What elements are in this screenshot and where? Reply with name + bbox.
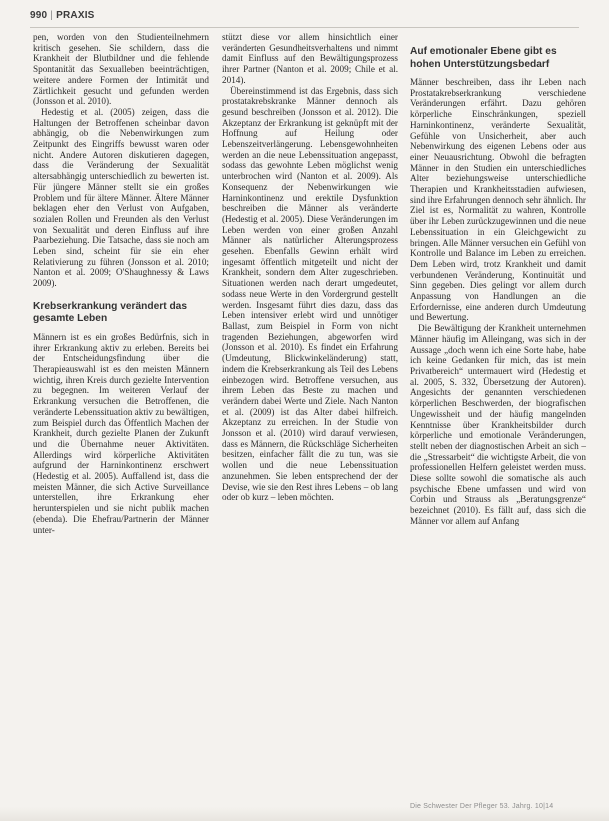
paragraph: Männer beschreiben, dass ihr Leben nach Prostatakrebserkrankung verschiedene Veränderungen erfährt. Dazu gehören körperliche Einschränkungen, speziell Harninkontinenz, veränderte Sexualität, Gefühle von Unsicherheit, aber auch Nebenwirkung des eigenen Lebens oder aus einer Neuausrichtung. Obwohl die befragten Männer in den Studien ein unterschiedliches Alter beziehungsweise unterschiedliche Therapien und Krankheitsstadien aufwiesen, sind ihre Erfahrungen dennoch sehr ähnlich. Ihr Ziel ist es, Normalität zu wahren, Kontrolle über ihr Leben zurückzugewinnen und die neue Lebenssituation in ein Gleichgewicht zu bringen. Alle Männer versuchen ein Gefühl von Kontrolle und Balance im Leben zu erreichen. Dem Leben wird, trotz Krankheit und damit verbundenen Veränderung, Kontinuität und Sinn gegeben. Dies gelingt vor allem durch Anpassung von Handlungen an die Erfordernisse, eine anderen durch Umdeutung und Bewertung. xyxy=(410,77,586,323)
section-heading: Auf emotionaler Ebene gibt es hohen Unterstützungsbedarf xyxy=(410,46,557,70)
paragraph: pen, worden von den Studienteilnehmern kritisch gesehen. Sie schildern, dass die Krankheit der Blutbildner und die fehlende Spontanität das Sexualleben beeinträchtigen, weitere andere Formen der Intimität und Zärtlichkeit gesucht und gefunden werden (Jonsson et al. 2010). xyxy=(33,32,209,107)
text-column-1 xyxy=(33,32,209,535)
paragraph: Die Bewältigung der Krankheit unternehmen Männer häufig im Alleingang, was sich in der Aussage „doch wenn ich eine Sorte habe, habe ich keine Gedanken für mich, das ist mein Privatbereich“ untermauert wird (Hedestig et al. 2005, S. 332, Übersetzung der Autoren). Angesichts der genannten verschiedenen körperlichen Beschwerden, der biografischen Ungewissheit und der häufig mangelnden Kenntnisse über Krankheitsbilder durch körperliche und emotionale Veränderungen, stellt neben der diagnostischen Arbeit an sich – die „Stressarbeit“ die wichtigste Arbeit, die von professionellen Helfern geleistet werden muss. Diese sollte sowohl die somatische als auch psychische Ebene umfassen und wird von Corbin und Strauss als „Beratungsgrenze“ bezeichnet (2010). Es fällt auf, dass sich die Männer vor allem auf Anfang xyxy=(410,323,586,526)
section-title: PRAXIS xyxy=(56,10,95,21)
text-column-2 xyxy=(222,32,398,503)
page-header xyxy=(30,10,95,21)
paragraph: Hedestig et al. (2005) zeigen, dass die Haltungen der Betroffenen scheinbar davon abhängig, ob die Nebenwirkungen zum Zeitpunkt des Eingriffs bewusst waren oder nicht. Andere Autoren diskutieren dagegen, dass die Veränderung der Sexualität altersabhängig unterschiedlich zu bewerten ist. Für jüngere Männer stellt sie ein großes Problem und für ältere Männer. Ältere Männer beklagen eher den Verlust von Aufgaben, sozialen Rollen und Freunden als den Verlust von Sexualität und deren Einfluss auf ihre Paarbeziehung. Die Tatsache, dass sie noch am Leben sind, scheint für sie ein eher Relativierung zu führen (Jonsson et al. 2010; Nanton et al. 2009; O'Shaughnessy & Laws 2009). xyxy=(33,106,209,289)
paragraph: Männern ist es ein großes Bedürfnis, sich in ihrer Erkrankung aktiv zu erleben. Bereits bei der Entscheidungsfindung über die Therapieauswahl ist es den meisten Männern wichtig, ihren Kreis durch gezielte Intervention zu begegnen. Im weiteren Verlauf der Erkrankung versuchen die Betroffenen, die veränderte Lebenssituation aktiv zu bewältigen, zum Beispiel durch das Öffentlich Machen der Krankheit, durch gezielte Planen der Zukunft und die Übernahme neuer Aktivitäten. Allerdings wird körperliche Aktivitäten aufgrund der Harninkontinenz erschwert (Hedestig et al. 2005). Auffallend ist, dass die meisten Männer, die sich Active Surveillance unterstellen, ihre Erkrankung eher herunterspielen und sie nicht publik machen (ebenda). Die Ehefrau/Partnerin der Männer unter- xyxy=(33,331,209,535)
section-heading: Krebserkrankung verändert das gesamte Leben xyxy=(33,300,188,325)
page-footer: Die Schwester Der Pfleger 53. Jahrg. 10|14 xyxy=(410,803,554,810)
text-column-3 xyxy=(410,32,586,527)
header-rule xyxy=(30,27,579,28)
paragraph: Übereinstimmend ist das Ergebnis, dass sich prostatakrebskranke Männer dennoch als gesund beschreiben (Jonsson et al. 2012). Die Akzeptanz der Erkrankung ist geknüpft mit der Hoffnung auf Heilung oder Lebenszeitverlängerung. Lebensgewohnheiten werden an die neue Lebenssituation angepasst, sodass das gewohnte Leben möglichst wenig unterbrochen wird (Nanton et al. 2009). Als Konsequenz der Nebenwirkungen wie Harninkontinenz und erektile Dysfunktion beschreiben die Männer als veränderte (Hedestig et al. 2005). Diese Veränderungen im Leben werden von einer großen Anzahl Männer als natürlicher Alterungsprozess gesehen. Ebenfalls Gewinn erhält wird ingesamt öffentlich mitgeteilt und nicht der Krankheit, sondern dem Alter zugeschrieben. Situationen werden nach derart umgedeutet, sodass neue Werte in den Vordergrund gestellt werden. Insgesamt führt dies dazu, dass das Leben intensiver erlebt wird und unnötiger Ballast, zum Beispiel in Form von nicht tragenden Beziehungen, abgeworfen wird (Jonsson et al. 2010). Es findet ein Erfahrung (Umdeutung, Blickwinkeländerung) statt, indem die Krebserkrankung als Teil des Lebens einbezogen wird. Betroffene versuchen, aus ihrem Leben das Beste zu machen und verändern dabei Werte und Ziele. Nach Nanton et al. (2009) ist das Alter dabei hilfreich. Akzeptanz zu erreichen. In der Studie von Jonsson et al. (2010) wird darauf verwiesen, dass es Männern, die Rückschläge Sicherheiten besitzen, einfacher fällt die zu tun, was sie wollen und die neue Lebenssituation anzunehmen. Sie leben entsprechend der der Devise, wie sie den Rest ihres Lebens – ob lang oder ob kurz – leben möchten. xyxy=(222,85,398,503)
paragraph: stützt diese vor allem hinsichtlich einer veränderten Gesundheitsverhaltens und nimmt damit Einfluss auf den Bewältigungsprozess ihrer Partner (Nanton et al. 2009; Chile et al. 2014). xyxy=(222,32,398,85)
header-separator: | xyxy=(50,10,54,21)
page-number: 990 xyxy=(30,10,48,21)
